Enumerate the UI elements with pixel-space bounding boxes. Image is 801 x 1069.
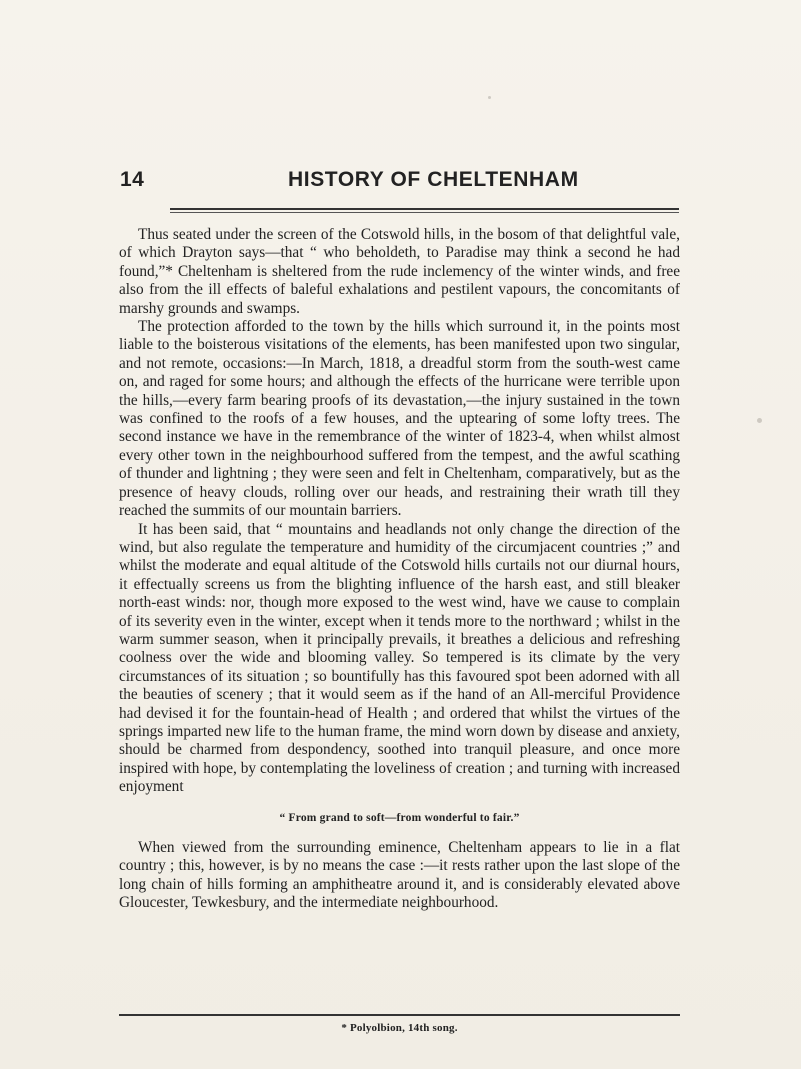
header-rule-thin <box>170 212 679 213</box>
running-title: HISTORY OF CHELTENHAM <box>288 168 579 191</box>
footnote: * Polyolbion, 14th song. <box>341 1022 458 1034</box>
paragraph: When viewed from the surrounding eminence, Cheltenham appears to lie in a flat country ; this, however, is by no means the case :—it rests rather upon the last slope of the long chain of hills forming an amphitheatre around it, and is considerably elevated above Gloucester, Tewkesbury, and the intermediate neighbourhood. <box>119 839 680 912</box>
quotation: “ From grand to soft—from wonderful to fair.” <box>279 811 520 824</box>
footnote-rule <box>119 1014 680 1016</box>
page-number: 14 <box>120 168 145 191</box>
paragraph: Thus seated under the screen of the Cotswold hills, in the bosom of that delightful vale, of which Drayton says—that “ who beholdeth, to Paradise may think a second he had found,”* Cheltenham is sheltered from the rude inclemency of the winter winds, and free also from the ill effects of baleful exhalations and pestilent vapours, the concomitants of marshy grounds and swamps. <box>119 226 680 317</box>
ink-spot <box>757 418 762 423</box>
paragraph: It has been said, that “ mountains and headlands not only change the direction of the wind, but also regulate the temperature and humidity of the circumjacent countries ;” and whilst the moderate and equal altitude of the Cotswold hills curtails not our diurnal hours, it effectually screens us from the blighting influence of the harsh east, and still bleaker north-east winds: nor, though more exposed to the west wind, have we cause to complain of its severity even in the winter, except when it tends more to the northward ; whilst in the warm summer season, when it principally prevails, it breathes a delicious and refreshing coolness over the wide and blooming valley. So tempered is its climate by the very circumstances of its situation ; so bountifully has this favoured spot been adorned with all the beauties of scenery ; that it would seem as if the hand of an All-merciful Providence had devised it for the fountain-head of Health ; and ordered that whilst the virtues of the springs imparted new life to the human frame, the mind worn down by disease and anxiety, should be charmed from despondency, soothed into tranquil pleasure, and once more inspired with hope, by contemplating the loveliness of creation ; and turning with increased enjoyment <box>119 520 680 796</box>
header-rule <box>170 208 679 210</box>
body-text <box>119 226 680 913</box>
running-head <box>120 168 680 198</box>
ink-spot <box>488 96 491 99</box>
paragraph: The protection afforded to the town by the hills which surround it, in the points most liable to the boisterous visitations of the elements, has been manifested upon two singular, and not remote, occasions:—In March, 1818, a dreadful storm from the south-west came on, and raged for some hours; and although the effects of the hurricane were terrible upon the hills,—every farm bearing proofs of its devastation,—the injury sustained in the town was confined to the roofs of a few houses, and the uptearing of some lofty trees. The second instance we have in the remembrance of the winter of 1823-4, when whilst almost every other town in the neighbourhood suffered from the tempest, and the awful scathing of thunder and lightning ; they were seen and felt in Cheltenham, comparatively, but as the presence of heavy clouds, rolling over our heads, and restraining their wrath till they reached the summits of our mountain barriers. <box>119 318 680 520</box>
